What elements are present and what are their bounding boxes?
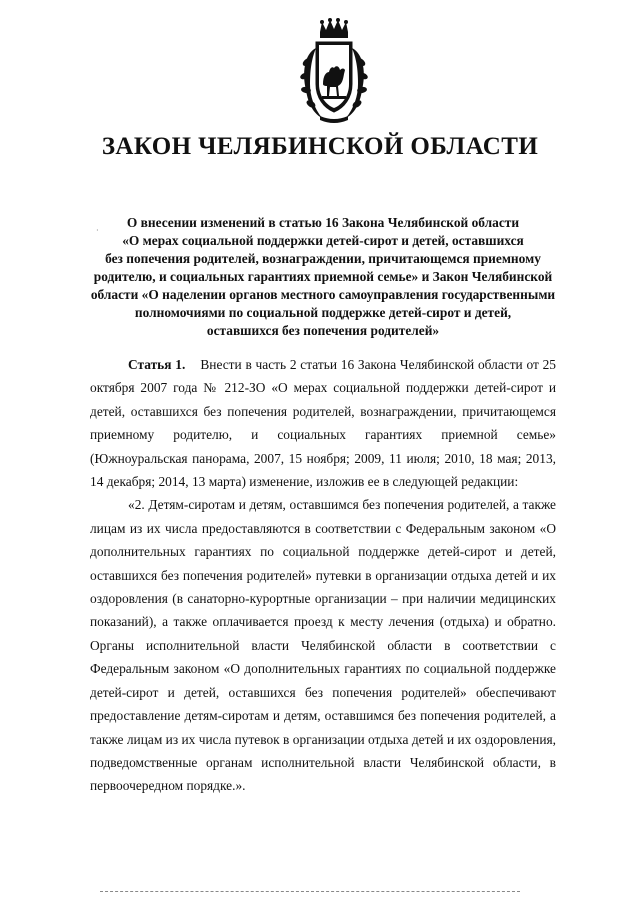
article-intro-text: Внести в часть 2 статьи 16 Закона Челябинской области от 25 октября 2007 года № 212-ЗО «О мерах социальной поддержки детей-сирот и детей, оставшихся без попечения родителей, вознаграждении, причитающемся приемному родителю, и социальных гарантиях приемной семье» (Южноуральская панорама, 2007, 15 ноября; 2009, 11 июля; 2010, 18 мая; 2013, 14 декабря; 2014, 13 марта) изменение, изложив ее в следующей редакции:: [90, 357, 556, 490]
document-title: ЗАКОН ЧЕЛЯБИНСКОЙ ОБЛАСТИ: [101, 133, 539, 160]
subtitle-line: без попечения родителей, вознаграждении, причитающемся приемному: [105, 251, 541, 266]
subtitle-line: полномочиями по социальной поддержке детей-сирот и детей,: [134, 305, 512, 320]
article-amendment-paragraph: «2. Детям-сиротам и детям, оставшимся без попечения родителей, а также лицам из их числа предоставляются в соответствии с Федеральным законом «О дополнительных гарантиях по социальной поддержке детей-сирот и детей, оставшихся без попечения родителей» путевки в организации отдыха детей и их оздоровления (в санаторно-курортные организации – при наличии медицинских показаний), а также оплачивается проезд к месту лечения (отдыха) и обратно. Органы исполнительной власти Челябинской области в соответствии с Федеральным законом «О дополнительных гарантиях по социальной поддержке детей-сирот и детей, оставшихся без попечения родителей» обеспечивают предоставление детям-сиротам и детям, оставшимся без попечения родителей, а также лицам из их числа путевок в организации отдыха детей и их оздоровления, подведомственные органам исполнительной власти Челябинской области, в первоочередном порядке.».: [90, 497, 556, 794]
subtitle-line: О внесении изменений в статью 16 Закона Челябинской области: [126, 215, 520, 230]
subtitle-line: родителю, и социальных гарантиях приемной семье» и Закон Челябинской: [93, 269, 553, 284]
article-intro-paragraph: [90, 353, 556, 493]
coat-of-arms-icon: [298, 18, 370, 124]
article-label: Статья 1.: [128, 357, 186, 372]
law-subtitle: [88, 214, 558, 340]
subtitle-line: области «О наделении органов местного самоуправления государственными: [90, 287, 556, 302]
article-body: [90, 353, 556, 798]
subtitle-line: оставшихся без попечения родителей»: [206, 323, 440, 338]
stray-mark: ·: [96, 226, 99, 235]
footer-divider: [100, 891, 520, 893]
subtitle-line: «О мерах социальной поддержки детей-сирот и детей, оставшихся: [122, 233, 524, 248]
